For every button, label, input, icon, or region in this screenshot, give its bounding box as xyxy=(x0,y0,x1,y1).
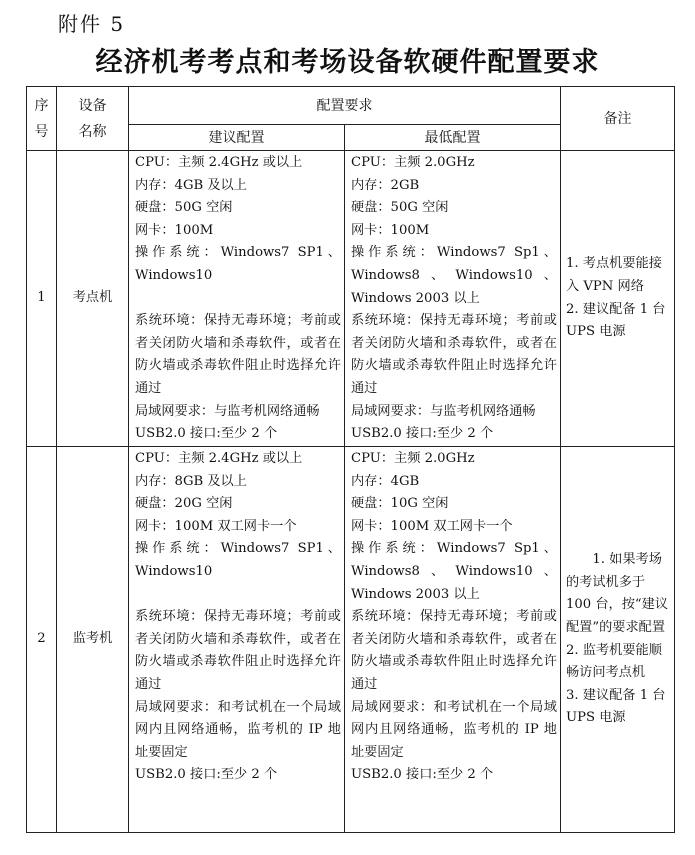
document-title: 经济机考考点和考场设备软硬件配置要求 xyxy=(95,47,600,78)
recommended-config-cell: CPU：主频 2.4GHz 或以上 内存：4GB 及以上 硬盘：50G 空闲 网卡：100M 操作系统：Windows7 SP1、Windows10 系统环境：保持无毒环境；考前或者关闭防火墙和杀毒软件，或者在防火墙或杀毒软件阻止时选择允许通过 局域网要求：与监考机网络通畅 USB2.0 接口:至少 2 个 xyxy=(129,151,345,447)
remark-cell: 1. 考点机要能接入 VPN 网络 2. 建议配备 1 台 UPS 电源 xyxy=(561,151,675,447)
header-remark: 备注 xyxy=(561,87,675,151)
row-seq: 2 xyxy=(27,447,57,833)
row-device-name: 监考机 xyxy=(57,447,129,833)
header-device-name: 设备 名称 xyxy=(57,87,129,151)
minimum-config-cell: CPU：主频 2.0GHz 内存：2GB 硬盘：50G 空闲 网卡：100M 操作系统：Windows7 Sp1、Windows8、Windows10、Windows 2003 以上 系统环境：保持无毒环境；考前或者关闭防火墙和杀毒软件，或者在防火墙或杀毒软件阻止时选择允许通过 局域网要求：与监考机网络通畅 USB2.0 接口:至少 2 个 xyxy=(345,151,561,447)
header-minimum: 最低配置 xyxy=(345,125,561,151)
table-row xyxy=(27,151,675,447)
header-seq: 序 号 xyxy=(27,87,57,151)
attachment-label: 附件 5 xyxy=(58,12,126,36)
minimum-config-cell: CPU：主频 2.0GHz 内存：4GB 硬盘：10G 空闲 网卡：100M 双工网卡一个 操作系统：Windows7 Sp1、Windows8、Windows10、Windows 2003 以上 系统环境：保持无毒环境；考前或者关闭防火墙和杀毒软件，或者在防火墙或杀毒软件阻止时选择允许通过 局域网要求：和考试机在一个局域网内且网络通畅，监考机的 IP 地址要固定 USB2.0 接口:至少 2 个 xyxy=(345,447,561,833)
recommended-config-cell: CPU：主频 2.4GHz 或以上 内存：8GB 及以上 硬盘：20G 空闲 网卡：100M 双工网卡一个 操作系统：Windows7 SP1、Windows10 系统环境：保持无毒环境；考前或者关闭防火墙和杀毒软件，或者在防火墙或杀毒软件阻止时选择允许通过 局域网要求：和考试机在一个局域网内且网络通畅，监考机的 IP 地址要固定 USB2.0 接口:至少 2 个 xyxy=(129,447,345,833)
table-row xyxy=(27,447,675,833)
config-table xyxy=(26,86,675,833)
remark-cell: 1. 如果考场的考试机多于 100 台，按“建议配置”的要求配置 2. 监考机要能顺畅访问考点机 3. 建议配备 1 台 UPS 电源 xyxy=(561,447,675,833)
row-device-name: 考点机 xyxy=(57,151,129,447)
row-seq: 1 xyxy=(27,151,57,447)
header-config: 配置要求 xyxy=(129,87,561,125)
header-recommended: 建议配置 xyxy=(129,125,345,151)
